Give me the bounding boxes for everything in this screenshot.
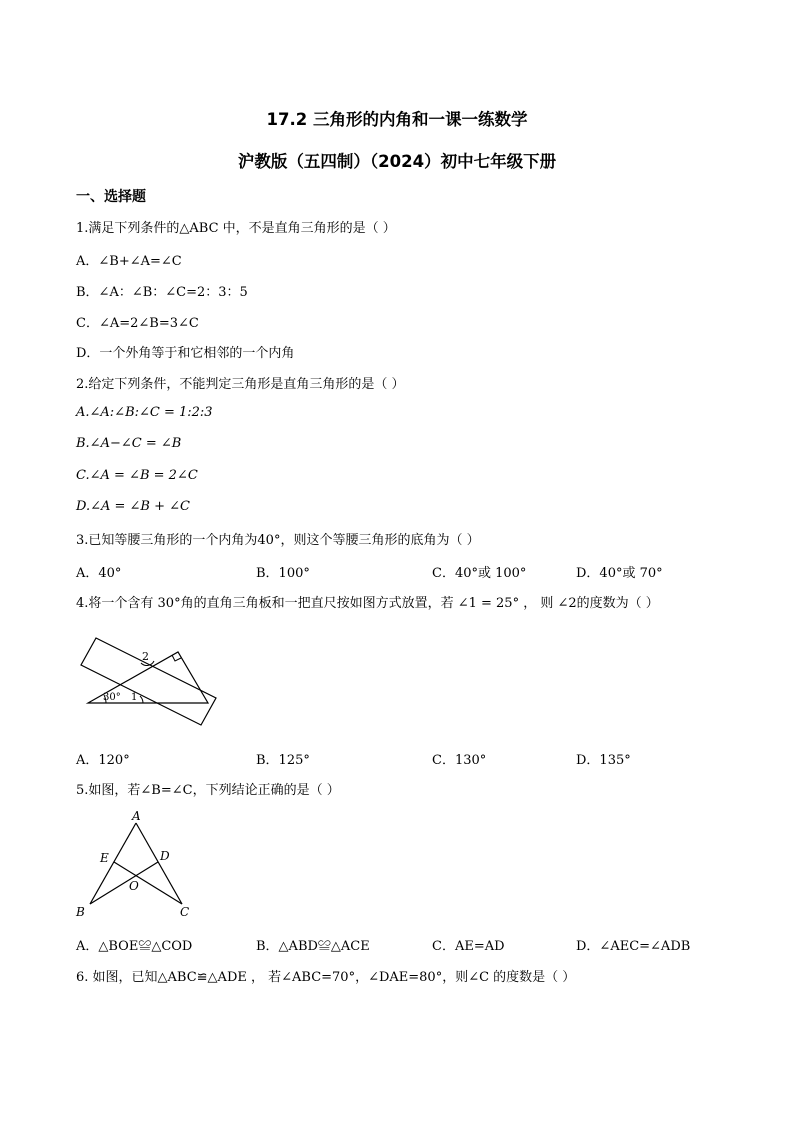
label-b: B: [76, 905, 85, 919]
question-4-option-d: D．135°: [576, 753, 631, 768]
side-ac: [136, 823, 182, 904]
label-c: C: [180, 905, 190, 919]
question-2-option-b: B.∠A−∠C = ∠B: [76, 436, 182, 451]
label-o: O: [129, 879, 139, 893]
question-5-option-d: D．∠AEC=∠ADB: [576, 939, 691, 954]
question-2-option-a: A.∠A:∠B:∠C = 1:2:3: [76, 405, 213, 420]
label-angle-30: 30°: [103, 692, 121, 703]
question-3-option-b: B．100°: [256, 566, 310, 581]
question-1-option-b: B．∠A：∠B：∠C=2：3：5: [76, 285, 248, 300]
question-4-stem: 4.将一个含有 30°角的直角三角板和一把直尺按如图方式放置，若 ∠1 = 25° ， 则 ∠2的度数为（ ）: [76, 596, 659, 611]
question-5-option-b: B．△ABD≌△ACE: [256, 939, 370, 954]
label-e: E: [100, 851, 109, 865]
document-subtitle: 沪教版（五四制）（2024）初中七年级下册: [237, 152, 557, 171]
question-3-stem: 3.已知等腰三角形的一个内角为40°，则这个等腰三角形的底角为（ ）: [76, 533, 480, 548]
question-1-option-c: C．∠A=2∠B=3∠C: [76, 316, 199, 331]
question-2-option-c: C.∠A = ∠B = 2∠C: [76, 468, 198, 483]
document-title: 17.2 三角形的内角和一课一练数学: [266, 110, 528, 129]
question-2-stem: 2.给定下列条件，不能判定三角形是直角三角形的是（ ）: [76, 377, 405, 392]
label-a: A: [132, 809, 141, 823]
question-2-option-d: D.∠A = ∠B + ∠C: [76, 499, 190, 514]
question-1-option-d: D．一个外角等于和它相邻的一个内角: [76, 346, 295, 361]
section-title: 一、选择题: [76, 189, 146, 205]
question-5-option-c: C．AE=AD: [432, 939, 505, 954]
question-4-option-b: B．125°: [256, 753, 310, 768]
ruler-triangle-figure: [76, 630, 226, 730]
question-4-option-c: C．130°: [432, 753, 487, 768]
question-4-option-a: A．120°: [76, 753, 130, 768]
label-angle-1: 1: [131, 692, 138, 703]
question-6-stem: 6. 如图，已知△ABC≌△ADE ， 若∠ABC=70°，∠DAE=80°，则∠C 的度数是（ ）: [76, 970, 576, 985]
question-5-stem: 5.如图，若∠B=∠C，下列结论正确的是（ ）: [76, 783, 340, 798]
question-1-option-a: A．∠B+∠A=∠C: [76, 254, 182, 269]
question-5-option-a: A．△BOE≌△COD: [76, 939, 193, 954]
question-3-option-c: C．40°或 100°: [432, 566, 527, 581]
question-3-option-d: D．40°或 70°: [576, 566, 663, 581]
label-angle-2: 2: [142, 650, 149, 663]
question-1-stem: 1.满足下列条件的△ABC 中，不是直角三角形的是（ ）: [76, 221, 396, 236]
triangle-abc-figure: [74, 808, 204, 923]
angle-1-arc: [140, 696, 143, 703]
question-3-option-a: A．40°: [76, 566, 122, 581]
label-d: D: [160, 849, 170, 863]
